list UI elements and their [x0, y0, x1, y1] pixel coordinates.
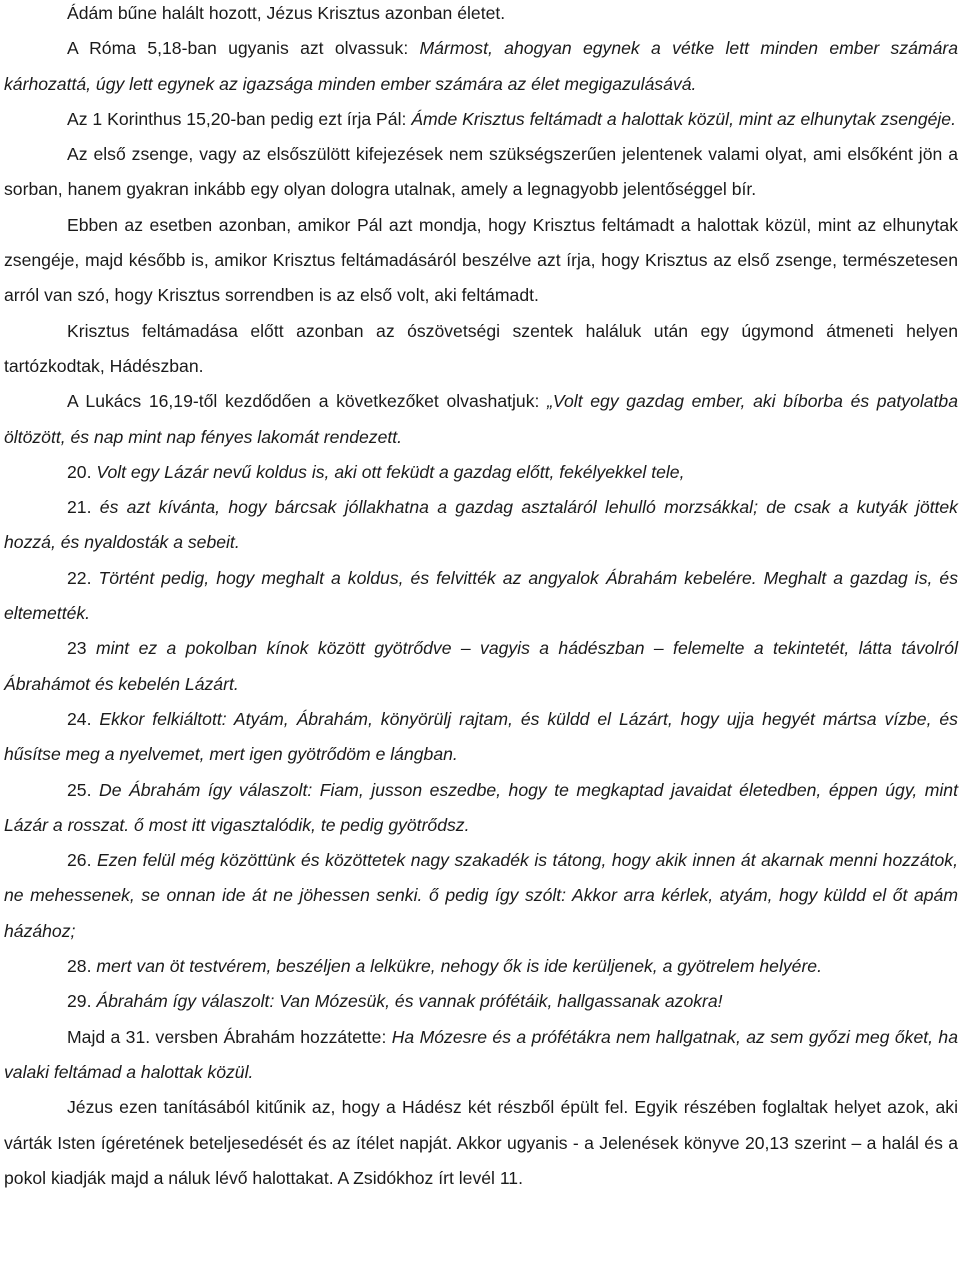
paragraph: [4, 208, 958, 314]
paragraph: [4, 702, 958, 773]
paragraph: [4, 773, 958, 844]
paragraph: [4, 631, 958, 702]
paragraph: [4, 102, 958, 137]
body-text: 25.: [67, 779, 99, 800]
quote-text: Ámde Krisztus feltámadt a halottak közül, mint az elhunytak zsengéje.: [411, 108, 956, 129]
body-text: 20.: [67, 461, 97, 482]
document-body: [4, 0, 958, 1196]
body-text: 21.: [67, 497, 100, 518]
body-text: 29.: [67, 991, 97, 1012]
paragraph: [4, 1090, 958, 1196]
quote-text: „Volt egy gazdag ember, aki bíborba és patyolatba öltözött, és nap mint nap fényes lakomát rendezett.: [4, 391, 958, 447]
body-text: A Lukács 16,19-től kezdődően a következőket olvashatjuk:: [67, 391, 548, 412]
body-text: Ebben az esetben azonban, amikor Pál azt mondja, hogy Krisztus feltámadt a halottak közül, mint az elhunytak zsengéje, majd később is, amikor Krisztus feltámadásáról beszélve azt írja, hogy Krisztus az első zsenge, természetesen arról van szó, hogy Krisztus sorrendben is az első volt, aki feltámadt.: [4, 214, 958, 306]
quote-text: Volt egy Lázár nevű koldus is, aki ott feküdt a gazdag előtt, fekélyekkel tele,: [96, 461, 685, 482]
body-text: A Róma 5,18-ban ugyanis azt olvassuk:: [67, 38, 420, 59]
paragraph: [4, 561, 958, 632]
body-text: 26.: [67, 850, 97, 871]
body-text: Krisztus feltámadása előtt azonban az ószövetségi szentek haláluk után egy úgymond átmeneti helyen tartózkodtak, Hádészban.: [4, 320, 958, 376]
body-text: Ádám bűne halált hozott, Jézus Krisztus azonban életet.: [67, 3, 506, 23]
paragraph: [4, 455, 958, 490]
body-text: 24.: [67, 708, 100, 729]
body-text: Majd a 31. versben Ábrahám hozzátette:: [67, 1026, 392, 1047]
quote-text: De Ábrahám így válaszolt: Fiam, jusson eszedbe, hogy te megkaptad javaidat életedben, éppen úgy, mint Lázár a rosszat. ő most itt vigasztalódik, te pedig gyötrődsz.: [4, 779, 958, 835]
paragraph: [4, 843, 958, 949]
body-text: Az 1 Korinthus 15,20-ban pedig ezt írja Pál:: [67, 108, 412, 129]
quote-text: Ha Mózesre és a prófétákra nem hallgatnak, az sem győzi meg őket, ha valaki feltámad a halottak közül.: [4, 1026, 958, 1082]
paragraph: [4, 984, 958, 1019]
body-text: 22.: [67, 567, 99, 588]
paragraph: [4, 137, 958, 208]
paragraph: [4, 490, 958, 561]
paragraph: [4, 1020, 958, 1091]
body-text: Jézus ezen tanításából kitűnik az, hogy a Hádész két részből épült fel. Egyik részében foglaltak helyet azok, aki várták Isten ígéretének beteljesedését és az ítélet napját. Akkor ugyanis - a Jelenések könyve 20,13 szerint – a halál és a pokol kiadják majd a náluk lévő halottakat. A Zsidókhoz írt levél 11.: [4, 1097, 958, 1188]
quote-text: Ábrahám így válaszolt: Van Mózesük, és vannak prófétáik, hallgassanak azokra!: [96, 991, 723, 1012]
quote-text: Ekkor felkiáltott: Atyám, Ábrahám, könyörülj rajtam, és küldd el Lázárt, hogy ujja hegyét mártsa vízbe, és hűsítse meg a nyelvemet, mert igen gyötrődöm e lángban.: [4, 708, 958, 765]
quote-text: és azt kívánta, hogy bárcsak jóllakhatna a gazdag asztaláról lehulló morzsákkal; de csak a kutyák jöttek hozzá, és nyaldosták a sebeit.: [4, 497, 958, 553]
paragraph: [4, 31, 958, 102]
quote-text: Történt pedig, hogy meghalt a koldus, és felvitték az angyalok Ábrahám kebelére. Meghalt a gazdag is, és eltemették.: [4, 567, 958, 624]
quote-text: Ezen felül még közöttünk és közöttetek nagy szakadék is tátong, hogy akik innen át akarnak menni hozzátok, ne mehessenek, se onnan ide át ne jöhessen senki. ő pedig így szólt: Akkor arra kérlek, atyám, hogy küldd el őt apám házához;: [4, 850, 958, 941]
body-text: 28.: [67, 956, 97, 977]
quote-text: Mármost, ahogyan egynek a vétke lett minden ember számára kárhozattá, úgy lett egynek az igazsága minden ember számára az élet megigazulásává.: [4, 38, 958, 94]
paragraph: [4, 949, 958, 984]
quote-text: mint ez a pokolban kínok között gyötrődve – vagyis a hádészban – felemelte a tekintetét, látta távolról Ábrahámot és kebelén Lázárt.: [4, 638, 958, 694]
paragraph: [4, 384, 958, 455]
body-text: Az első zsenge, vagy az elsőszülött kifejezések nem szükségszerűen jelentenek valami olyat, ami elsőként jön a sorban, hanem gyakran inkább egy olyan dologra utalnak, amely a legnagyobb jelentőséggel bír.: [4, 144, 958, 200]
quote-text: mert van öt testvérem, beszéljen a lelkükre, nehogy ők is ide kerüljenek, a gyötrelem helyére.: [96, 956, 822, 977]
paragraph: [4, 0, 958, 31]
paragraph: [4, 314, 958, 385]
body-text: 23: [67, 638, 96, 659]
